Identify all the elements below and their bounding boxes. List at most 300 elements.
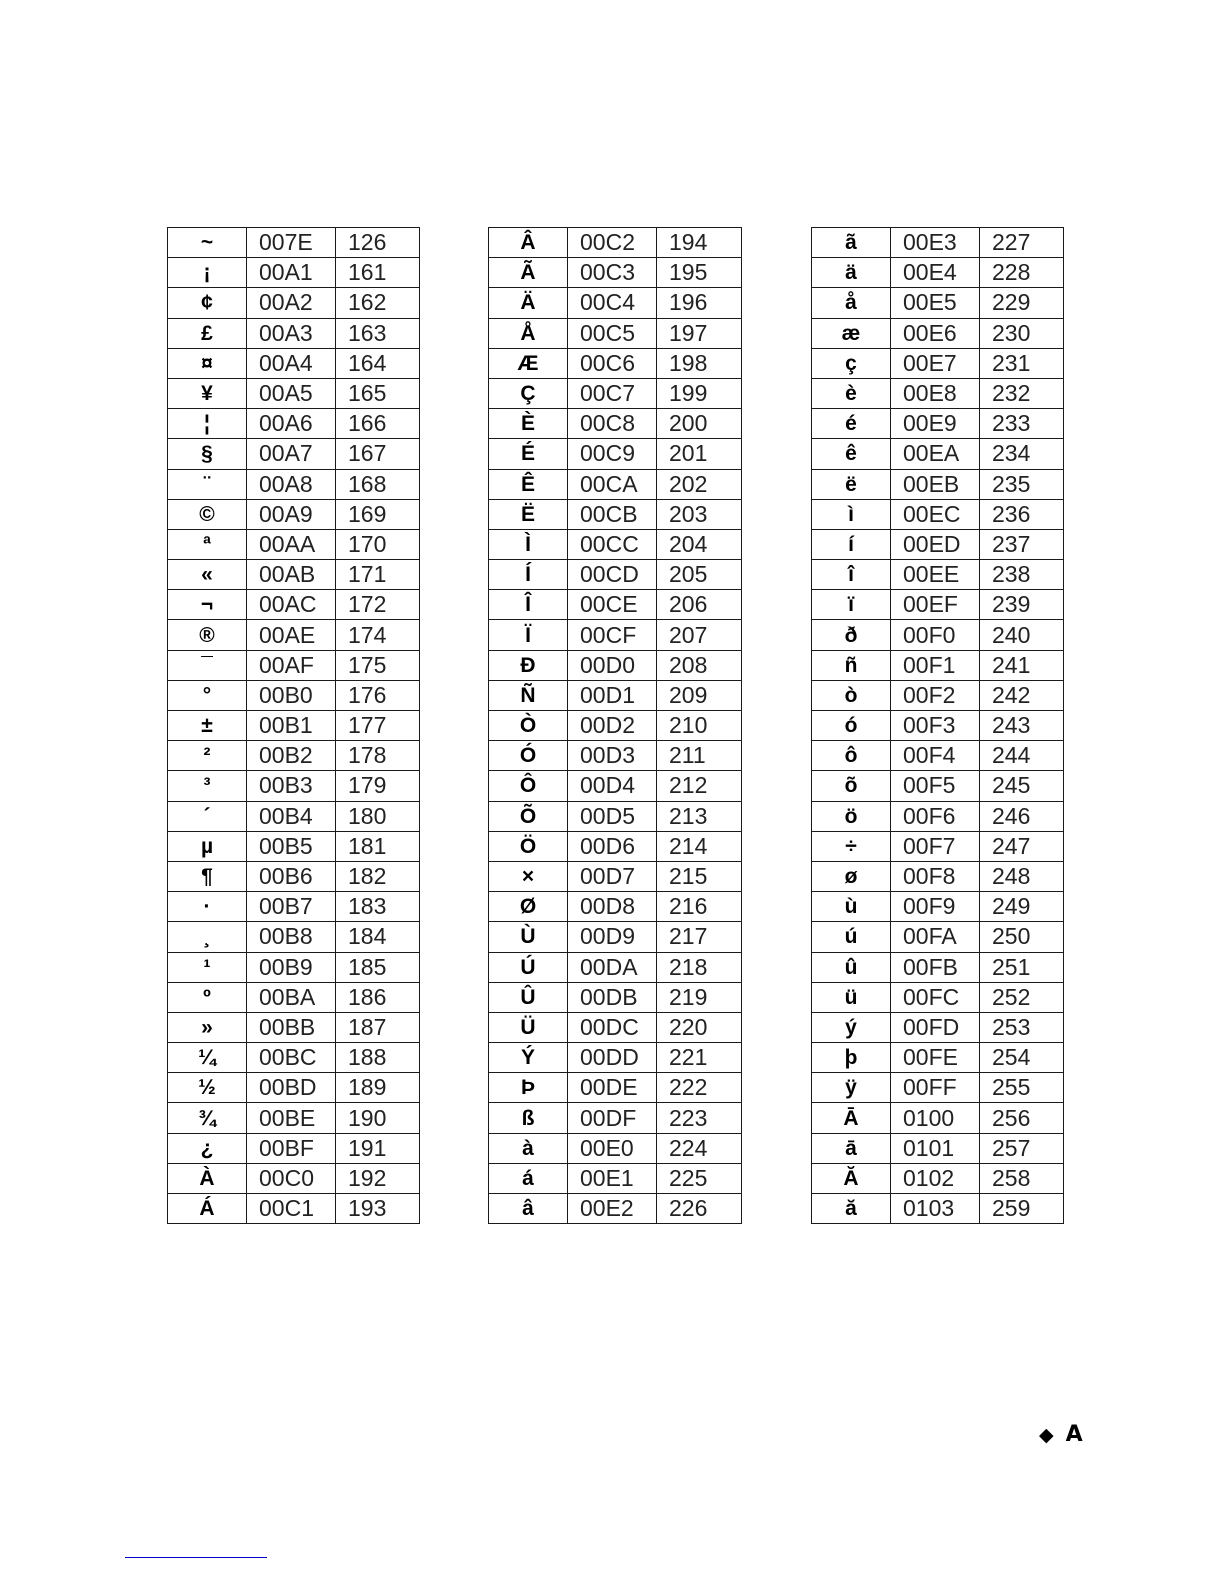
character-cell: ² [168,741,247,771]
table-row [168,499,420,529]
hex-code-cell: 00C5 [568,318,657,348]
hex-code-cell: 00EF [891,590,980,620]
table-row [489,318,742,348]
table-row [812,560,1064,590]
table-row [168,590,420,620]
table-row [168,1133,420,1163]
table-row [812,378,1064,408]
decimal-code-cell: 220 [657,1012,742,1042]
decimal-code-cell: 212 [657,771,742,801]
decimal-code-cell: 235 [980,469,1064,499]
hex-code-cell: 00D6 [568,831,657,861]
hex-code-cell: 00D0 [568,650,657,680]
decimal-code-cell: 249 [980,892,1064,922]
hex-code-cell: 00AA [247,529,336,559]
table-row [489,801,742,831]
hex-code-cell: 00A1 [247,258,336,288]
table-row [168,801,420,831]
hex-code-cell: 00DF [568,1103,657,1133]
table-row [812,590,1064,620]
decimal-code-cell: 211 [657,741,742,771]
table-row [168,741,420,771]
hex-code-cell: 00B8 [247,922,336,952]
diamond-icon: ◆ [1039,1423,1054,1446]
table-row [168,861,420,891]
decimal-code-cell: 257 [980,1133,1064,1163]
character-cell: ç [812,348,891,378]
table-row [489,892,742,922]
decimal-code-cell: 166 [336,409,420,439]
hex-code-cell: 00B3 [247,771,336,801]
hex-code-cell: 00F9 [891,892,980,922]
character-cell: ± [168,711,247,741]
hex-code-cell: 00D5 [568,801,657,831]
decimal-code-cell: 208 [657,650,742,680]
table-row [489,650,742,680]
decimal-code-cell: 241 [980,650,1064,680]
table-row [812,650,1064,680]
hex-code-cell: 00AB [247,560,336,590]
table-row [168,409,420,439]
character-cell: ¡ [168,258,247,288]
hex-code-cell: 00CE [568,590,657,620]
character-cell: Á [168,1194,247,1224]
hex-code-cell: 00F6 [891,801,980,831]
character-cell: Ô [489,771,568,801]
decimal-code-cell: 193 [336,1194,420,1224]
character-code-table-3 [811,227,1064,1224]
table-row [489,439,742,469]
decimal-code-cell: 163 [336,318,420,348]
decimal-code-cell: 171 [336,560,420,590]
table-row [168,922,420,952]
table-row [168,288,420,318]
hex-code-cell: 00A4 [247,348,336,378]
hex-code-cell: 00B6 [247,861,336,891]
table-row [489,711,742,741]
decimal-code-cell: 191 [336,1133,420,1163]
decimal-code-cell: 224 [657,1133,742,1163]
hex-code-cell: 00C4 [568,288,657,318]
character-cell: ò [812,680,891,710]
character-cell: ¬ [168,590,247,620]
decimal-code-cell: 252 [980,982,1064,1012]
character-cell: â [489,1194,568,1224]
table-row [812,680,1064,710]
decimal-code-cell: 256 [980,1103,1064,1133]
hex-code-cell: 00D1 [568,680,657,710]
character-cell: é [812,409,891,439]
decimal-code-cell: 250 [980,922,1064,952]
character-cell: ¯ [168,650,247,680]
hex-code-cell: 00AE [247,620,336,650]
decimal-code-cell: 194 [657,228,742,258]
table-row [812,499,1064,529]
decimal-code-cell: 230 [980,318,1064,348]
decimal-code-cell: 189 [336,1073,420,1103]
decimal-code-cell: 195 [657,258,742,288]
decimal-code-cell: 204 [657,529,742,559]
table-row [168,439,420,469]
table-row [812,288,1064,318]
character-cell: Ò [489,711,568,741]
table-row [812,892,1064,922]
hex-code-cell: 00D7 [568,861,657,891]
character-cell: ê [812,439,891,469]
table-row [489,590,742,620]
table-row [489,680,742,710]
decimal-code-cell: 218 [657,952,742,982]
table-row [489,952,742,982]
table-row [489,409,742,439]
decimal-code-cell: 226 [657,1194,742,1224]
character-cell: § [168,439,247,469]
character-cell: á [489,1163,568,1193]
hex-code-cell: 00DB [568,982,657,1012]
decimal-code-cell: 255 [980,1073,1064,1103]
character-cell: Î [489,590,568,620]
decimal-code-cell: 236 [980,499,1064,529]
hex-code-cell: 00A5 [247,378,336,408]
character-cell: Ü [489,1012,568,1042]
table-row [812,439,1064,469]
table-row [812,771,1064,801]
table-row [168,982,420,1012]
decimal-code-cell: 228 [980,258,1064,288]
decimal-code-cell: 196 [657,288,742,318]
hex-code-cell: 00ED [891,529,980,559]
table-row [168,529,420,559]
character-cell: Ö [489,831,568,861]
decimal-code-cell: 176 [336,680,420,710]
table-row [489,1043,742,1073]
hex-code-cell: 0100 [891,1103,980,1133]
decimal-code-cell: 229 [980,288,1064,318]
character-cell: Ð [489,650,568,680]
character-cell: Ø [489,892,568,922]
character-cell: ð [812,620,891,650]
character-cell: ¥ [168,378,247,408]
hex-code-cell: 00E6 [891,318,980,348]
table-row [489,378,742,408]
hex-code-cell: 00FB [891,952,980,982]
decimal-code-cell: 207 [657,620,742,650]
hex-code-cell: 00DD [568,1043,657,1073]
decimal-code-cell: 216 [657,892,742,922]
decimal-code-cell: 177 [336,711,420,741]
character-cell: « [168,560,247,590]
table-row [168,892,420,922]
hex-code-cell: 00BC [247,1043,336,1073]
decimal-code-cell: 209 [657,680,742,710]
page-marker [1039,1422,1083,1447]
hex-code-cell: 00F8 [891,861,980,891]
decimal-code-cell: 201 [657,439,742,469]
character-cell: ï [812,590,891,620]
decimal-code-cell: 244 [980,741,1064,771]
table-row [168,650,420,680]
hex-code-cell: 00E7 [891,348,980,378]
table-row [168,378,420,408]
table-row [812,831,1064,861]
hex-code-cell: 00E3 [891,228,980,258]
hex-code-cell: 00EB [891,469,980,499]
decimal-code-cell: 181 [336,831,420,861]
decimal-code-cell: 222 [657,1073,742,1103]
table-row [489,288,742,318]
decimal-code-cell: 182 [336,861,420,891]
table-row [812,469,1064,499]
character-cell: ø [812,861,891,891]
table-row [812,1194,1064,1224]
table-row [489,348,742,378]
table-row [812,529,1064,559]
decimal-code-cell: 227 [980,228,1064,258]
decimal-code-cell: 165 [336,378,420,408]
hex-code-cell: 00F5 [891,771,980,801]
table-row [168,952,420,982]
hex-code-cell: 00E5 [891,288,980,318]
decimal-code-cell: 205 [657,560,742,590]
table-row [489,1073,742,1103]
table-row [812,922,1064,952]
hex-code-cell: 00AF [247,650,336,680]
decimal-code-cell: 198 [657,348,742,378]
hex-code-cell: 00E4 [891,258,980,288]
character-cell: ¨ [168,469,247,499]
decimal-code-cell: 162 [336,288,420,318]
decimal-code-cell: 161 [336,258,420,288]
hex-code-cell: 00B4 [247,801,336,831]
character-cell: ó [812,711,891,741]
decimal-code-cell: 221 [657,1043,742,1073]
character-cell: Ú [489,952,568,982]
character-cell: ³ [168,771,247,801]
table-row [168,771,420,801]
hex-code-cell: 0103 [891,1194,980,1224]
hex-code-cell: 00E9 [891,409,980,439]
decimal-code-cell: 215 [657,861,742,891]
table-row [489,1163,742,1193]
character-cell: ª [168,529,247,559]
character-cell: Ä [489,288,568,318]
character-cell: ÷ [812,831,891,861]
table-row [812,1103,1064,1133]
character-cell: º [168,982,247,1012]
character-cell: × [489,861,568,891]
decimal-code-cell: 225 [657,1163,742,1193]
hex-code-cell: 00D8 [568,892,657,922]
hex-code-cell: 00DC [568,1012,657,1042]
decimal-code-cell: 186 [336,982,420,1012]
table-row [812,952,1064,982]
hex-code-cell: 00A6 [247,409,336,439]
hex-code-cell: 00E0 [568,1133,657,1163]
hex-code-cell: 00BB [247,1012,336,1042]
hex-code-cell: 0101 [891,1133,980,1163]
character-cell: û [812,952,891,982]
table-row [168,1012,420,1042]
character-cell: ý [812,1012,891,1042]
hex-code-cell: 00F3 [891,711,980,741]
footnote-rule [125,1557,267,1558]
hex-code-cell: 00D4 [568,771,657,801]
hex-code-cell: 00D2 [568,711,657,741]
table-row [812,711,1064,741]
table-row [168,258,420,288]
character-code-table-1 [167,227,420,1224]
hex-code-cell: 00D3 [568,741,657,771]
hex-code-cell: 0102 [891,1163,980,1193]
decimal-code-cell: 253 [980,1012,1064,1042]
decimal-code-cell: 238 [980,560,1064,590]
table-row [489,560,742,590]
table-row [489,771,742,801]
character-cell: Â [489,228,568,258]
hex-code-cell: 00BE [247,1103,336,1133]
decimal-code-cell: 245 [980,771,1064,801]
character-code-table-2 [488,227,742,1224]
hex-code-cell: 00CB [568,499,657,529]
character-cell: ¾ [168,1103,247,1133]
character-cell: è [812,378,891,408]
hex-code-cell: 00CC [568,529,657,559]
character-cell: ¶ [168,861,247,891]
character-cell: Í [489,560,568,590]
hex-code-cell: 00F2 [891,680,980,710]
table-row [812,1012,1064,1042]
character-cell: È [489,409,568,439]
decimal-code-cell: 178 [336,741,420,771]
character-cell: Û [489,982,568,1012]
decimal-code-cell: 217 [657,922,742,952]
decimal-code-cell: 248 [980,861,1064,891]
character-cell: Å [489,318,568,348]
table-row [812,1133,1064,1163]
table-row [168,228,420,258]
table-row [489,499,742,529]
character-cell: É [489,439,568,469]
hex-code-cell: 007E [247,228,336,258]
hex-code-cell: 00EE [891,560,980,590]
table-row [168,680,420,710]
character-cell: ã [812,228,891,258]
decimal-code-cell: 239 [980,590,1064,620]
decimal-code-cell: 168 [336,469,420,499]
hex-code-cell: 00BA [247,982,336,1012]
character-cell: î [812,560,891,590]
character-cell: ā [812,1133,891,1163]
character-cell: Ā [812,1103,891,1133]
decimal-code-cell: 247 [980,831,1064,861]
decimal-code-cell: 179 [336,771,420,801]
table-row [812,318,1064,348]
table-row [168,560,420,590]
character-cell: ¦ [168,409,247,439]
hex-code-cell: 00C6 [568,348,657,378]
hex-code-cell: 00C2 [568,228,657,258]
decimal-code-cell: 202 [657,469,742,499]
decimal-code-cell: 200 [657,409,742,439]
decimal-code-cell: 237 [980,529,1064,559]
table-row [168,1103,420,1133]
character-cell: µ [168,831,247,861]
table-row [168,1163,420,1193]
hex-code-cell: 00CA [568,469,657,499]
decimal-code-cell: 199 [657,378,742,408]
character-cell: ú [812,922,891,952]
decimal-code-cell: 243 [980,711,1064,741]
hex-code-cell: 00A3 [247,318,336,348]
character-cell: ® [168,620,247,650]
hex-code-cell: 00FF [891,1073,980,1103]
hex-code-cell: 00E2 [568,1194,657,1224]
character-cell: £ [168,318,247,348]
character-cell: ì [812,499,891,529]
table-row [812,1043,1064,1073]
character-cell: ô [812,741,891,771]
hex-code-cell: 00FC [891,982,980,1012]
character-cell: · [168,892,247,922]
hex-code-cell: 00A7 [247,439,336,469]
hex-code-cell: 00B1 [247,711,336,741]
table-row [812,982,1064,1012]
character-cell: Ï [489,620,568,650]
decimal-code-cell: 183 [336,892,420,922]
character-cell: õ [812,771,891,801]
character-cell: ´ [168,801,247,831]
character-cell: ½ [168,1073,247,1103]
hex-code-cell: 00AC [247,590,336,620]
decimal-code-cell: 190 [336,1103,420,1133]
decimal-code-cell: 180 [336,801,420,831]
character-cell: Ó [489,741,568,771]
character-cell: þ [812,1043,891,1073]
decimal-code-cell: 251 [980,952,1064,982]
table-row [812,1073,1064,1103]
character-cell: À [168,1163,247,1193]
character-cell: ß [489,1103,568,1133]
hex-code-cell: 00C8 [568,409,657,439]
table-row [168,1194,420,1224]
decimal-code-cell: 164 [336,348,420,378]
character-cell: Ă [812,1163,891,1193]
hex-code-cell: 00C3 [568,258,657,288]
table-row [489,1103,742,1133]
hex-code-cell: 00DE [568,1073,657,1103]
table-row [812,409,1064,439]
hex-code-cell: 00F4 [891,741,980,771]
character-cell: Þ [489,1073,568,1103]
hex-code-cell: 00C1 [247,1194,336,1224]
table-row [489,1012,742,1042]
hex-code-cell: 00B0 [247,680,336,710]
table-row [489,982,742,1012]
hex-code-cell: 00BD [247,1073,336,1103]
decimal-code-cell: 259 [980,1194,1064,1224]
hex-code-cell: 00B7 [247,892,336,922]
decimal-code-cell: 214 [657,831,742,861]
hex-code-cell: 00C9 [568,439,657,469]
table-row [812,228,1064,258]
hex-code-cell: 00C7 [568,378,657,408]
decimal-code-cell: 242 [980,680,1064,710]
table-row [489,922,742,952]
hex-code-cell: 00D9 [568,922,657,952]
hex-code-cell: 00F0 [891,620,980,650]
table-row [812,258,1064,288]
hex-code-cell: 00A8 [247,469,336,499]
